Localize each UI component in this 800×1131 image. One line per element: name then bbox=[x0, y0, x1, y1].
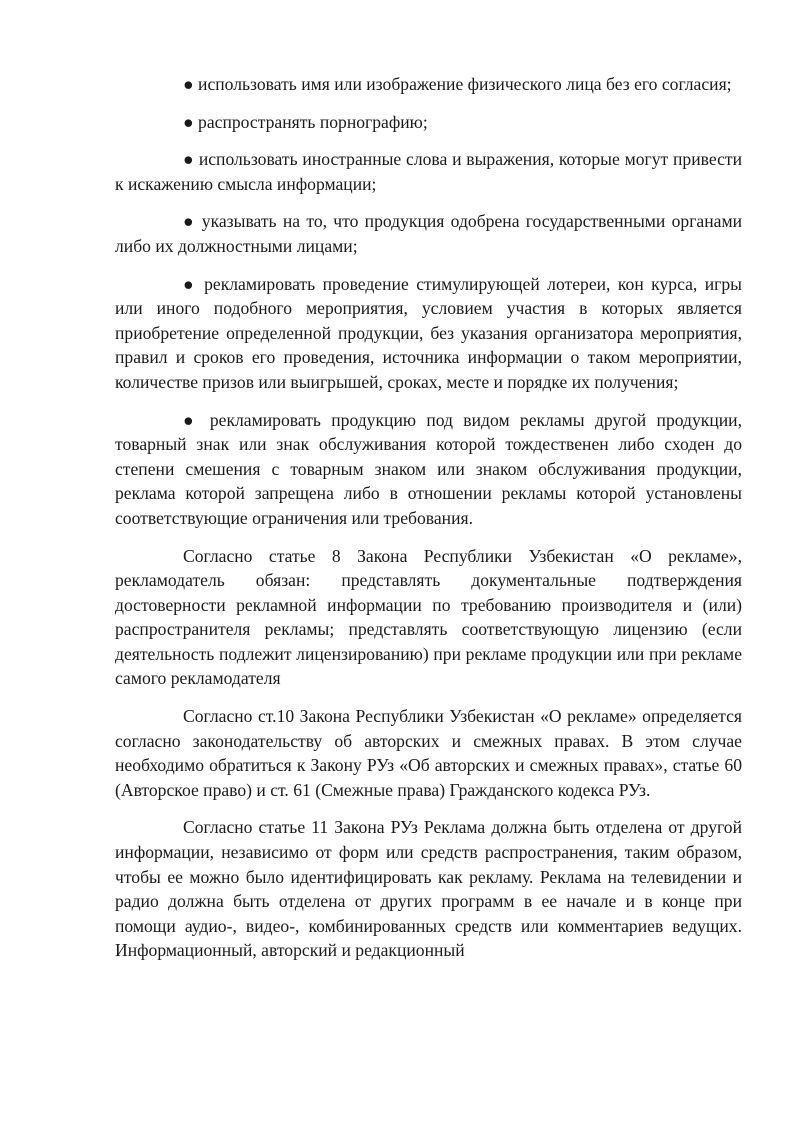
paragraph-article-11: Согласно статье 11 Закона РУз Реклама должна быть отделена от другой информации, независимо от форм или средств распространения, таким образом, чтобы ее можно было идентифицировать как рекламу. Реклама на телевидении и радио должна быть отделена от других программ в ее начале и в конце при помощи аудио-, видео-, комбинированных средств или комментариев ведущих. Информационный, авторский и редакционный bbox=[115, 817, 742, 961]
paragraph-article-10: Согласно ст.10 Закона Республики Узбекистан «О рекламе» определяется согласно законодательству об авторских и смежных правах. В этом случае необходимо обратиться к Закону РУз «Об авторских и смежных правах», статье 60 (Авторское право) и ст. 61 (Смежные права) Гражданского кодекса РУз. bbox=[115, 706, 742, 800]
bullet-paragraph-state-approval: ● указывать на то, что продукция одобрена государственными органами либо их должностными лицами; bbox=[115, 211, 742, 256]
paragraph-article-8: Согласно статье 8 Закона Республики Узбекистан «О рекламе», рекламодатель обязан: представлять документальные подтверждения достоверности рекламной информации по требованию производителя и (или) распространителя рекламы; представлять соответствующую лицензию (если деятельность подлежит лицензированию) при рекламе продукции или при рекламе самого рекламодателя bbox=[115, 545, 742, 689]
bullet-paragraph-pornography: ● распространять порнографию; bbox=[183, 111, 428, 132]
bullet-paragraph-lottery: ● рекламировать проведение стимулирующей лотереи, кон курса, игры или иного подобного мероприятия, условием участия в которых является приобретение определенной продукции, без указания организатора мероприятия, правил и сроков его проведения, источника информации о таком мероприятии, количестве призов или выигрышей, сроках, месте и порядке их получения; bbox=[115, 273, 742, 392]
document-page bbox=[115, 72, 742, 963]
bullet-paragraph-disguised-ads: ● рекламировать продукцию под видом рекламы другой продукции, товарный знак или знак обслуживания которой тождественен либо сходен до степени смешения с товарным знаком или знаком обслуживания продукции, реклама которой запрещена либо в отношении рекламы которой установлены соответствующие ограничения или требования. bbox=[115, 409, 742, 528]
bullet-paragraph-foreign-words: ● использовать иностранные слова и выражения, которые могут привести к искажению смысла информации; bbox=[115, 149, 742, 194]
bullet-paragraph-name-image: ● использовать имя или изображение физического лица без его согласия; bbox=[183, 74, 732, 94]
